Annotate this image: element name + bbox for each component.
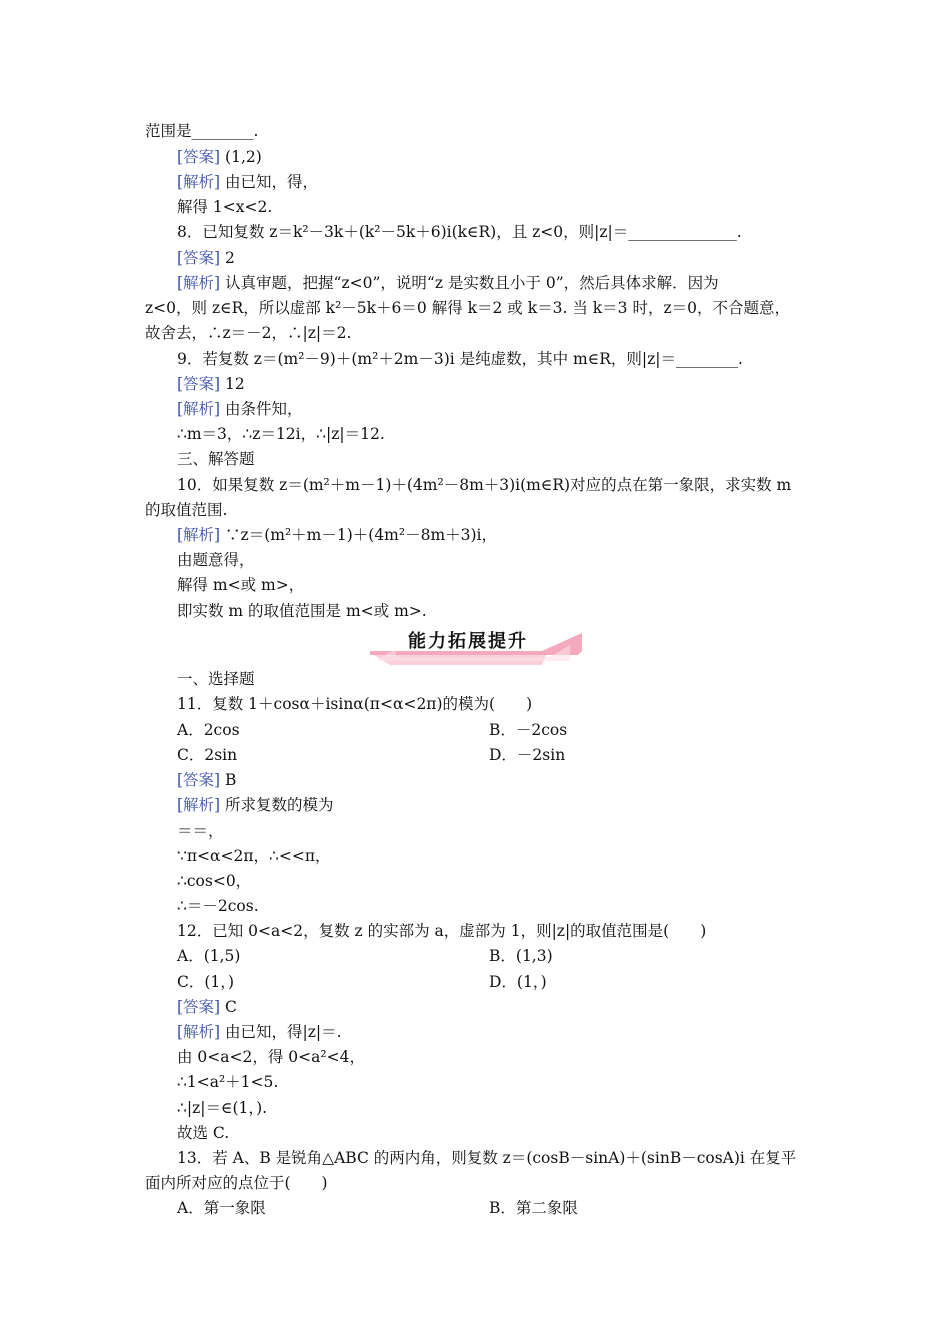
analysis-tag: [解析] — [177, 796, 221, 814]
analysis-line: [解析] 认真审题，把握“z<0”，说明“z 是实数且小于 0”，然后具体求解．因为 — [177, 274, 719, 292]
analysis-tag: [解析] — [177, 274, 221, 292]
text-line: 即实数 m 的取值范围是 m<或 m>. — [177, 602, 427, 620]
question-12: 12．已知 0<a<2，复数 z 的实部为 a，虚部为 1，则|z|的取值范围是( ) — [177, 922, 707, 940]
analysis-tag: [解析] — [177, 526, 221, 544]
section-heading: 一、选择题 — [177, 670, 255, 688]
text-line: ∵π<α<2π，∴<<π， — [177, 847, 331, 865]
text-line: 由题意得， — [177, 551, 255, 569]
text-line: 面内所对应的点位于( ) — [145, 1174, 328, 1192]
answer-line: [答案] 2 — [177, 249, 235, 267]
answer-tag: [答案] — [177, 375, 221, 393]
analysis-tag: [解析] — [177, 173, 221, 191]
question-13: 13．若 A、B 是锐角△ABC 的两内角，则复数 z＝(cosB－sinA)＋(sinB－cosA)i 在复平 — [177, 1149, 797, 1167]
text-line: 解得 m<或 m>， — [177, 576, 305, 594]
answer-tag: [答案] — [177, 998, 221, 1016]
question-8: 8．已知复数 z＝k²－3k＋(k²－5k＋6)i(k∈R)，且 z<0，则|z|＝______________. — [177, 223, 742, 241]
question-11: 11．复数 1＋cosα＋isinα(π<α<2π)的模为( ) — [177, 695, 533, 713]
answer-line: [答案] B — [177, 771, 237, 789]
option-d: D．－2sin — [489, 746, 566, 764]
answer-line: [答案] 12 — [177, 375, 245, 393]
option-b: B．(1,3) — [489, 947, 553, 965]
option-a: A．第一象限 — [177, 1199, 266, 1217]
analysis-line: [解析] 由条件知， — [177, 400, 303, 418]
answer-tag: [答案] — [177, 771, 221, 789]
text-line: ∴＝－2cos. — [177, 897, 259, 915]
question-9: 9．若复数 z＝(m²－9)＋(m²＋2m－3)i 是纯虚数，其中 m∈R，则|z|＝________. — [177, 350, 743, 368]
text-line: ＝＝， — [177, 822, 224, 840]
option-b: B．－2cos — [489, 721, 568, 739]
text-line: 解得 1<x<2. — [177, 198, 273, 216]
analysis-line: [解析] 所求复数的模为 — [177, 796, 334, 814]
analysis-line: [解析] 由已知，得， — [177, 173, 319, 191]
analysis-line: [解析] ∵z＝(m²＋m－1)＋(4m²－8m＋3)i， — [177, 526, 498, 544]
option-a: A．(1,5) — [177, 947, 241, 965]
text-line: 范围是________. — [145, 122, 259, 140]
section-banner-title: 能力拓展提升 — [408, 631, 528, 652]
text-line: ∴1<a²＋1<5. — [177, 1073, 279, 1091]
option-c: C．2sin — [177, 746, 238, 764]
text-line: 的取值范围. — [145, 501, 228, 519]
option-a: A．2cos — [177, 721, 240, 739]
answer-tag: [答案] — [177, 249, 221, 267]
section-heading: 三、解答题 — [177, 450, 255, 468]
answer-line: [答案] C — [177, 998, 237, 1016]
option-b: B．第二象限 — [489, 1199, 578, 1217]
text-line: 故舍去，∴z＝－2，∴|z|＝2. — [145, 324, 352, 342]
option-d: D．(1，) — [489, 973, 547, 991]
question-10: 10．如果复数 z＝(m²＋m－1)＋(4m²－8m＋3)i(m∈R)对应的点在第一象限，求实数 m — [177, 476, 792, 494]
text-line: ∴m＝3，∴z＝12i，∴|z|＝12. — [177, 425, 385, 443]
text-line: ∴cos<0， — [177, 872, 252, 890]
analysis-line: [解析] 由已知，得|z|＝. — [177, 1023, 342, 1041]
text-line: ∴|z|＝∈(1，). — [177, 1099, 268, 1117]
analysis-tag: [解析] — [177, 400, 221, 418]
text-line: 故选 C. — [177, 1124, 230, 1142]
analysis-tag: [解析] — [177, 1023, 221, 1041]
text-line: 由 0<a<2，得 0<a²<4， — [177, 1048, 365, 1066]
answer-tag: [答案] — [177, 148, 221, 166]
text-line: z<0，则 z∈R，所以虚部 k²－5k＋6＝0 解得 k＝2 或 k＝3. 当 k＝3 时，z＝0，不合题意， — [145, 299, 790, 317]
answer-line: [答案] (1,2) — [177, 148, 262, 166]
option-c: C．(1，) — [177, 973, 235, 991]
